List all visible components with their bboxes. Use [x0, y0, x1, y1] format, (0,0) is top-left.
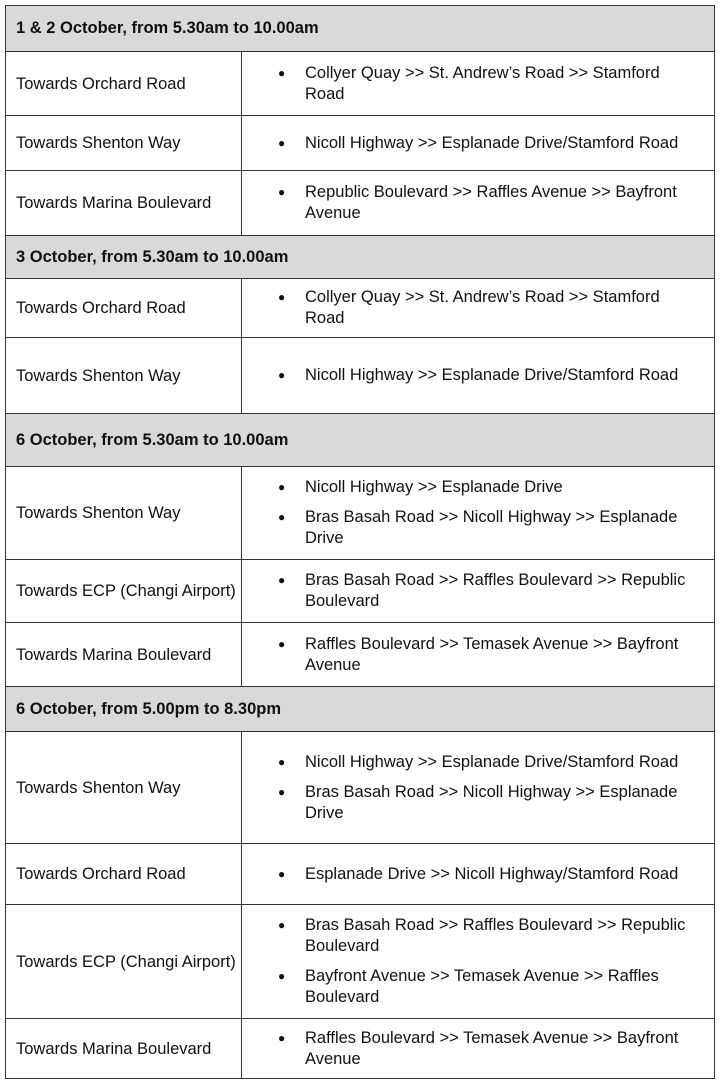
route-text: Bras Basah Road >> Raffles Boulevard >> Republic Boulevard — [305, 571, 686, 610]
table-row — [6, 52, 715, 116]
direction-cell: Towards Shenton Way — [6, 467, 242, 560]
route-text: Collyer Quay >> St. Andrew’s Road >> Stamford Road — [305, 288, 660, 327]
route-list — [242, 634, 714, 676]
direction-cell: Towards Shenton Way — [6, 116, 242, 171]
list-item — [242, 287, 714, 329]
section-heading: 6 October, from 5.00pm to 8.30pm — [6, 687, 715, 732]
table-row — [6, 905, 715, 1019]
route-list — [242, 63, 714, 105]
table-row — [6, 279, 715, 338]
table-row — [6, 116, 715, 171]
routes-cell — [242, 560, 715, 623]
list-item — [242, 477, 714, 498]
route-list — [242, 915, 714, 1008]
bullet-icon: ● — [278, 135, 286, 150]
routes-cell — [242, 338, 715, 414]
direction-cell: Towards Marina Boulevard — [6, 171, 242, 236]
route-list — [242, 752, 714, 824]
direction-cell: Towards Shenton Way — [6, 338, 242, 414]
routes-cell — [242, 116, 715, 171]
list-item — [242, 782, 714, 824]
route-list — [242, 182, 714, 224]
section-heading: 6 October, from 5.30am to 10.00am — [6, 414, 715, 467]
bullet-icon: ● — [278, 969, 286, 983]
bullet-icon: ● — [278, 918, 286, 932]
bullet-icon: ● — [278, 1030, 286, 1045]
section-header-row — [6, 6, 715, 52]
routes-cell — [242, 623, 715, 687]
route-table — [5, 5, 715, 1079]
section-header-row — [6, 236, 715, 279]
direction-cell: Towards Orchard Road — [6, 279, 242, 338]
route-text: Bayfront Avenue >> Temasek Avenue >> Raffles Boulevard — [305, 967, 659, 1006]
list-item — [242, 966, 714, 1008]
direction-cell: Towards ECP (Changi Airport) — [6, 905, 242, 1019]
routes-cell — [242, 732, 715, 844]
list-item — [242, 570, 714, 612]
section-header-row — [6, 687, 715, 732]
route-text: Bras Basah Road >> Nicoll Highway >> Esplanade Drive — [305, 782, 678, 822]
route-table-body — [6, 6, 715, 1079]
route-text: Bras Basah Road >> Nicoll Highway >> Esplanade Drive — [305, 508, 678, 547]
table-row — [6, 467, 715, 560]
list-item — [242, 864, 714, 885]
bullet-icon: ● — [278, 480, 286, 494]
bullet-icon: ● — [278, 754, 286, 769]
route-text: Nicoll Highway >> Esplanade Drive/Stamford Road — [305, 133, 679, 152]
direction-cell: Towards Marina Boulevard — [6, 1019, 242, 1079]
list-item — [242, 1028, 714, 1070]
route-text: Collyer Quay >> St. Andrew’s Road >> Stamford Road — [305, 63, 660, 103]
list-item — [242, 133, 714, 154]
direction-cell: Towards Marina Boulevard — [6, 623, 242, 687]
bullet-icon: ● — [278, 636, 286, 651]
table-row — [6, 732, 715, 844]
route-text: Bras Basah Road >> Raffles Boulevard >> Republic Boulevard — [305, 916, 686, 955]
bullet-icon: ● — [278, 866, 286, 881]
road-closure-document — [5, 5, 714, 1079]
route-text: Raffles Boulevard >> Temasek Avenue >> Bayfront Avenue — [305, 1028, 679, 1068]
list-item — [242, 752, 714, 773]
route-list — [242, 570, 714, 612]
route-text: Raffles Boulevard >> Temasek Avenue >> Bayfront Avenue — [305, 634, 679, 674]
routes-cell — [242, 467, 715, 560]
section-header-row — [6, 414, 715, 467]
routes-cell — [242, 279, 715, 338]
route-list — [242, 365, 714, 386]
route-list — [242, 133, 714, 154]
table-row — [6, 560, 715, 623]
table-row — [6, 844, 715, 905]
routes-cell — [242, 1019, 715, 1079]
bullet-icon: ● — [278, 290, 286, 304]
routes-cell — [242, 905, 715, 1019]
routes-cell — [242, 52, 715, 116]
bullet-icon: ● — [278, 573, 286, 587]
route-text: Esplanade Drive >> Nicoll Highway/Stamford Road — [305, 864, 679, 883]
section-heading: 3 October, from 5.30am to 10.00am — [6, 236, 715, 279]
list-item — [242, 182, 714, 224]
direction-cell: Towards Orchard Road — [6, 52, 242, 116]
bullet-icon: ● — [278, 368, 286, 382]
route-list — [242, 864, 714, 885]
bullet-icon: ● — [278, 185, 286, 199]
table-row — [6, 171, 715, 236]
route-list — [242, 287, 714, 329]
direction-cell: Towards ECP (Changi Airport) — [6, 560, 242, 623]
list-item — [242, 507, 714, 549]
routes-cell — [242, 844, 715, 905]
table-row — [6, 338, 715, 414]
route-text: Nicoll Highway >> Esplanade Drive/Stamford Road — [305, 752, 679, 771]
list-item — [242, 365, 714, 386]
route-list — [242, 1028, 714, 1070]
list-item — [242, 63, 714, 105]
routes-cell — [242, 171, 715, 236]
route-text: Nicoll Highway >> Esplanade Drive/Stamford Road — [305, 366, 679, 384]
list-item — [242, 915, 714, 957]
route-list — [242, 477, 714, 549]
bullet-icon: ● — [278, 784, 286, 799]
direction-cell: Towards Orchard Road — [6, 844, 242, 905]
table-row — [6, 1019, 715, 1079]
bullet-icon: ● — [278, 65, 286, 80]
section-heading: 1 & 2 October, from 5.30am to 10.00am — [6, 6, 715, 52]
direction-cell: Towards Shenton Way — [6, 732, 242, 844]
bullet-icon: ● — [278, 510, 286, 524]
table-row — [6, 623, 715, 687]
route-text: Nicoll Highway >> Esplanade Drive — [305, 478, 563, 496]
route-text: Republic Boulevard >> Raffles Avenue >> Bayfront Avenue — [305, 183, 677, 222]
list-item — [242, 634, 714, 676]
